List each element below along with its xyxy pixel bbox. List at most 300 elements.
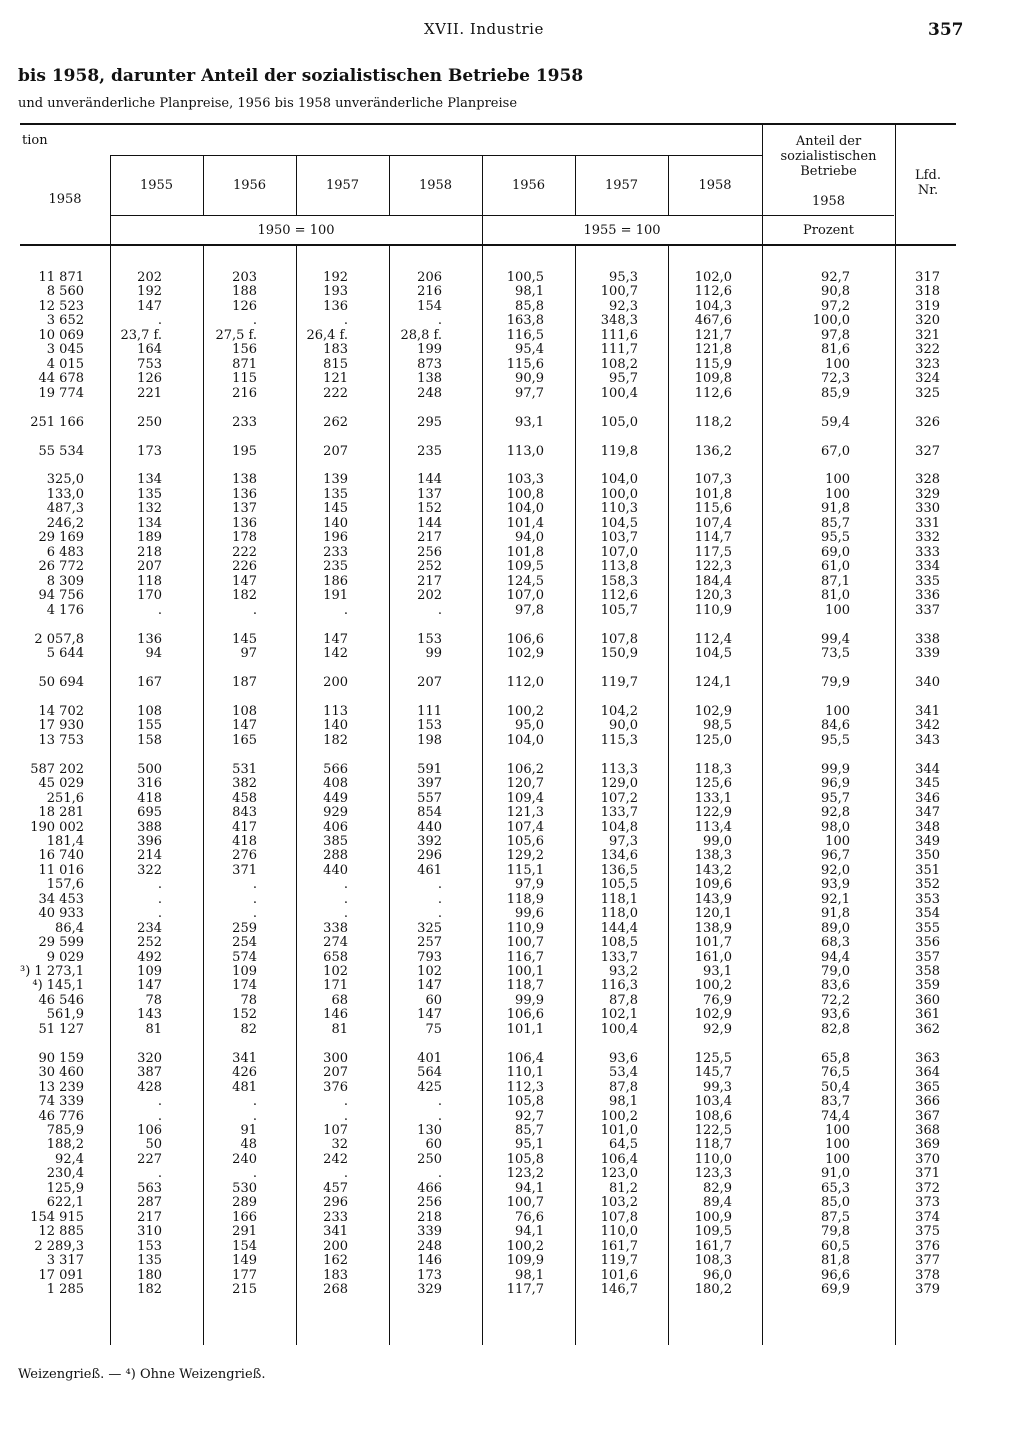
- cell-row-number: 331: [915, 515, 940, 531]
- cell-index-1956: 78: [240, 992, 257, 1008]
- cell-row-number: 352: [915, 877, 940, 893]
- cell-index-1958: 102: [417, 964, 442, 979]
- cell-index-1956: 531: [232, 761, 257, 777]
- cell-row-number: 346: [915, 790, 940, 806]
- cell-change-1956: 104,0: [506, 732, 544, 748]
- cell-index-1958: .: [437, 313, 442, 329]
- table-row: [0, 473, 1024, 487]
- cell-index-1957: 815: [323, 356, 348, 372]
- cell-index-1958: .: [437, 1166, 442, 1182]
- cell-change-1956: 117,7: [506, 1281, 544, 1297]
- cell-change-1956: 124,5: [506, 573, 544, 589]
- cell-change-1956: 107,0: [506, 588, 544, 604]
- cell-index-1957: 406: [323, 819, 348, 835]
- cell-change-1958: 98,5: [703, 718, 732, 734]
- cell-row-number: 354: [915, 906, 940, 922]
- cell-index-1958: .: [437, 891, 442, 907]
- cell-change-1958: 102,9: [694, 703, 732, 719]
- cell-change-1958: 145,7: [694, 1065, 732, 1081]
- cell-change-1957: 104,8: [600, 819, 638, 835]
- table-row: [0, 633, 1024, 647]
- cell-row-number: 371: [915, 1166, 940, 1182]
- table-row: [0, 285, 1024, 299]
- cell-index-1957: 658: [323, 949, 348, 965]
- cell-index-1955: 50: [145, 1137, 162, 1153]
- cell-index-1958: 99: [425, 645, 442, 661]
- cell-value-1958: 29 169: [38, 530, 84, 546]
- cell-value-1958: 561,9: [46, 1007, 84, 1023]
- cell-change-1957: 103,7: [600, 530, 638, 546]
- cell-value-1958: 5 644: [46, 645, 84, 661]
- cell-index-1958: 202: [417, 588, 442, 604]
- cell-index-1956: 126: [232, 298, 257, 314]
- cell-change-1956: 94,1: [515, 1224, 544, 1240]
- cell-index-1955: 155: [137, 718, 162, 734]
- cell-value-1958: 2 289,3: [34, 1238, 84, 1254]
- cell-index-1956: 843: [232, 805, 257, 820]
- cell-index-1958: 152: [417, 501, 442, 517]
- cell-change-1956: 101,4: [506, 515, 544, 531]
- cell-index-1956: .: [252, 602, 257, 618]
- cell-index-1957: 341: [323, 1224, 348, 1240]
- cell-index-1957: 385: [323, 833, 348, 849]
- cell-change-1956: 92,7: [515, 1108, 544, 1124]
- cell-change-1956: 123,2: [506, 1166, 544, 1182]
- cell-index-1955: 132: [137, 501, 162, 517]
- cell-row-number: 361: [915, 1007, 940, 1023]
- cell-change-1957: 105,5: [600, 877, 638, 893]
- cell-change-1958: 110,9: [694, 602, 732, 618]
- table-row: [0, 777, 1024, 791]
- cell-index-1957: .: [343, 602, 348, 618]
- table-row: [0, 878, 1024, 892]
- cell-value-1958: 16 740: [38, 848, 84, 864]
- cell-index-1956: 458: [232, 790, 257, 806]
- cell-socialist-share: 92,7: [821, 270, 850, 285]
- cell-change-1958: 133,1: [694, 790, 732, 806]
- cell-index-1958: 154: [417, 298, 442, 314]
- cell-index-1955: .: [157, 1108, 162, 1124]
- cell-index-1958: .: [437, 877, 442, 893]
- cell-row-number: 325: [915, 385, 940, 401]
- cell-index-1955: 287: [137, 1195, 162, 1211]
- cell-index-1958: 256: [417, 1195, 442, 1211]
- cell-index-1955: 250: [137, 414, 162, 430]
- table-row: [0, 502, 1024, 516]
- cell-row-number: 334: [915, 559, 940, 575]
- cell-index-1957: 408: [323, 776, 348, 792]
- cell-index-1958: 153: [417, 631, 442, 647]
- cell-change-1958: 125,0: [694, 732, 732, 748]
- cell-change-1956: 115,1: [506, 862, 544, 878]
- table-row: [0, 1211, 1024, 1225]
- cell-change-1956: 98,1: [515, 1267, 544, 1283]
- cell-socialist-share: 92,0: [821, 862, 850, 878]
- table-row: [0, 1283, 1024, 1297]
- cell-change-1957: 93,6: [609, 1050, 638, 1066]
- cell-socialist-share: 97,8: [821, 327, 850, 343]
- cell-change-1958: 143,9: [694, 891, 732, 907]
- cell-index-1957: 68: [331, 992, 348, 1008]
- cell-index-1958: .: [437, 906, 442, 922]
- cell-index-1955: 192: [137, 284, 162, 300]
- cell-socialist-share: 96,9: [821, 776, 850, 792]
- cell-index-1955: 563: [137, 1180, 162, 1196]
- cell-value-1958: 34 453: [38, 891, 84, 907]
- table-row: [0, 589, 1024, 603]
- cell-change-1956: 100,2: [506, 703, 544, 719]
- cell-index-1957: 142: [323, 645, 348, 661]
- cell-index-1956: 149: [232, 1253, 257, 1268]
- cell-socialist-share: 100: [825, 1151, 850, 1167]
- cell-row-number: 351: [915, 862, 940, 878]
- cell-index-1957: .: [343, 891, 348, 907]
- cell-change-1957: 53,4: [609, 1065, 638, 1081]
- cell-value-1958: 4 176: [46, 602, 84, 618]
- cell-change-1957: 98,1: [609, 1094, 638, 1110]
- cell-index-1956: 115: [232, 371, 257, 387]
- table-row: [0, 806, 1024, 820]
- cell-index-1955: 153: [137, 1238, 162, 1254]
- cell-value-1958: 26 772: [38, 559, 84, 575]
- cell-change-1958: 124,1: [694, 674, 732, 690]
- cell-index-1956: 382: [232, 776, 257, 792]
- chapter-header: XVII. Industrie: [424, 20, 544, 38]
- cell-index-1957: 566: [323, 761, 348, 777]
- cell-change-1957: 100,7: [600, 284, 638, 300]
- cell-change-1956: 76,6: [515, 1209, 544, 1225]
- cell-index-1958: 248: [417, 1238, 442, 1254]
- cell-index-1958: 397: [417, 776, 442, 792]
- cell-value-1958: 19 774: [38, 385, 84, 401]
- cell-change-1956: 103,3: [506, 472, 544, 488]
- cell-value-1958: 11 016: [38, 862, 84, 878]
- cell-change-1957: 106,4: [600, 1151, 638, 1167]
- table-row: [0, 358, 1024, 372]
- cell-index-1958: .: [437, 602, 442, 618]
- cell-change-1956: 112,0: [506, 674, 544, 690]
- cell-change-1957: 118,0: [600, 906, 638, 922]
- cell-row-number: 368: [915, 1123, 940, 1138]
- table-row: [0, 1196, 1024, 1210]
- cell-row-number: 343: [915, 732, 940, 748]
- cell-socialist-share: 95,5: [821, 732, 850, 748]
- cell-change-1957: 134,6: [600, 848, 638, 864]
- cell-change-1956: 109,4: [506, 790, 544, 806]
- cell-change-1957: 161,7: [600, 1238, 638, 1254]
- cell-change-1958: 104,5: [694, 645, 732, 661]
- header-share-line1: Anteil der: [795, 134, 862, 149]
- table-title: bis 1958, darunter Anteil der sozialistischen Betriebe 1958: [18, 66, 584, 86]
- cell-change-1956: 100,7: [506, 1195, 544, 1211]
- cell-change-1956: 97,9: [515, 877, 544, 893]
- cell-index-1955: 118: [137, 573, 162, 589]
- cell-value-1958: 3 045: [46, 342, 84, 358]
- cell-row-number: 318: [915, 284, 940, 300]
- cell-index-1956: 240: [232, 1151, 257, 1167]
- table-row: [0, 343, 1024, 357]
- cell-change-1957: 111,7: [600, 342, 638, 358]
- cell-change-1956: 107,4: [506, 819, 544, 835]
- cell-change-1957: 112,6: [600, 588, 638, 604]
- cell-index-1956: 276: [232, 848, 257, 864]
- cell-index-1955: 170: [137, 588, 162, 604]
- cell-change-1957: 129,0: [600, 776, 638, 792]
- cell-index-1955: 418: [137, 790, 162, 806]
- table-row: [0, 705, 1024, 719]
- cell-socialist-share: 76,5: [821, 1065, 850, 1081]
- cell-index-1955: 126: [137, 371, 162, 387]
- cell-index-1958: 138: [417, 371, 442, 387]
- cell-socialist-share: 96,7: [821, 848, 850, 864]
- cell-row-number: 330: [915, 501, 940, 517]
- cell-change-1957: 95,3: [609, 270, 638, 285]
- cell-row-number: 350: [915, 848, 940, 864]
- cell-value-1958: 45 029: [38, 776, 84, 792]
- cell-value-1958: 50 694: [38, 674, 84, 690]
- cell-change-1957: 87,8: [609, 992, 638, 1008]
- table-row: [0, 517, 1024, 531]
- table-row: [0, 314, 1024, 328]
- cell-row-number: 363: [915, 1050, 940, 1066]
- cell-socialist-share: 85,0: [821, 1195, 850, 1211]
- cell-index-1958: 60: [425, 1137, 442, 1153]
- table-subtitle: und unveränderliche Planpreise, 1956 bis 1958 unveränderliche Planpreise: [18, 96, 518, 111]
- cell-index-1956: 259: [232, 920, 257, 936]
- cell-index-1956: 108: [232, 703, 257, 719]
- cell-index-1955: 695: [137, 805, 162, 820]
- cell-index-1956: 291: [232, 1224, 257, 1240]
- cell-index-1957: 162: [323, 1253, 348, 1268]
- cell-change-1957: 110,3: [600, 501, 638, 517]
- cell-change-1958: 136,2: [694, 443, 732, 459]
- cell-index-1956: 27,5 f.: [215, 327, 257, 343]
- cell-index-1957: 192: [323, 270, 348, 285]
- cell-change-1957: 101,0: [600, 1123, 638, 1138]
- cell-row-number: 356: [915, 935, 940, 951]
- cell-index-1956: 136: [232, 515, 257, 531]
- cell-value-1958: 90 159: [38, 1050, 84, 1066]
- cell-index-1956: .: [252, 1094, 257, 1110]
- table-row: [0, 1095, 1024, 1109]
- cell-change-1957: 97,3: [609, 833, 638, 849]
- cell-index-1957: 300: [323, 1050, 348, 1066]
- cell-value-1958: 3 652: [46, 313, 84, 329]
- cell-index-1958: 146: [417, 1253, 442, 1268]
- cell-index-1957: 183: [323, 1267, 348, 1283]
- cell-index-1956: 481: [232, 1079, 257, 1095]
- cell-socialist-share: 74,4: [821, 1108, 850, 1124]
- table-row: [0, 300, 1024, 314]
- cell-index-1956: .: [252, 1108, 257, 1124]
- cell-index-1958: 248: [417, 385, 442, 401]
- cell-value-1958: 10 069: [38, 327, 84, 343]
- cell-value-1958: 6 483: [46, 544, 84, 560]
- table-row: [0, 1254, 1024, 1268]
- cell-change-1958: 118,2: [694, 414, 732, 430]
- cell-socialist-share: 72,2: [821, 992, 850, 1008]
- cell-change-1957: 133,7: [600, 949, 638, 965]
- cell-value-1958: 17 930: [38, 718, 84, 734]
- cell-change-1957: 93,2: [609, 964, 638, 979]
- cell-value-1958: 8 560: [46, 284, 84, 300]
- cell-index-1956: .: [252, 877, 257, 893]
- cell-change-1956: 95,0: [515, 718, 544, 734]
- table-row: [0, 849, 1024, 863]
- cell-index-1957: 200: [323, 1238, 348, 1254]
- cell-socialist-share: 100: [825, 472, 850, 488]
- cell-index-1958: 216: [417, 284, 442, 300]
- cell-change-1958: 117,5: [694, 544, 732, 560]
- cell-row-number: 329: [915, 486, 940, 502]
- cell-value-1958: 11 871: [38, 270, 84, 285]
- cell-value-1958: 46 776: [38, 1108, 84, 1124]
- cell-change-1958: 120,1: [694, 906, 732, 922]
- cell-socialist-share: 82,8: [821, 1021, 850, 1037]
- cell-change-1956: 95,1: [515, 1137, 544, 1153]
- cell-value-1958: 587 202: [30, 761, 84, 777]
- cell-change-1957: 105,0: [600, 414, 638, 430]
- cell-index-1958: 207: [417, 674, 442, 690]
- cell-value-1958: 17 091: [38, 1267, 84, 1283]
- cell-socialist-share: 69,9: [821, 1281, 850, 1297]
- cell-index-1956: 530: [232, 1180, 257, 1196]
- table-row: [0, 922, 1024, 936]
- cell-change-1957: 123,0: [600, 1166, 638, 1182]
- cell-change-1957: 144,4: [600, 920, 638, 936]
- cell-change-1956: 113,0: [506, 443, 544, 459]
- cell-index-1958: 392: [417, 833, 442, 849]
- table-row: [0, 1167, 1024, 1181]
- cell-socialist-share: 68,3: [821, 935, 850, 951]
- cell-change-1957: 87,8: [609, 1079, 638, 1095]
- cell-row-number: 348: [915, 819, 940, 835]
- cell-change-1957: 118,1: [600, 891, 638, 907]
- table-row: [0, 372, 1024, 386]
- cell-index-1957: .: [343, 1108, 348, 1124]
- cell-socialist-share: 93,9: [821, 877, 850, 893]
- cell-index-1956: 188: [232, 284, 257, 300]
- table-row: [0, 676, 1024, 690]
- cell-index-1956: 109: [232, 964, 257, 979]
- cell-index-1958: 147: [417, 1007, 442, 1023]
- cell-index-1958: 296: [417, 848, 442, 864]
- cell-row-number: 347: [915, 805, 940, 820]
- cell-row-number: 378: [915, 1267, 940, 1283]
- cell-index-1955: 316: [137, 776, 162, 792]
- cell-index-1957: 171: [323, 978, 348, 994]
- cell-change-1957: 107,0: [600, 544, 638, 560]
- cell-value-1958: 230,4: [46, 1166, 84, 1182]
- cell-row-number: 322: [915, 342, 940, 358]
- cell-value-1958: 13 753: [38, 732, 84, 748]
- cell-index-1956: 165: [232, 732, 257, 748]
- cell-index-1958: 199: [417, 342, 442, 358]
- cell-value-1958: 3 317: [46, 1253, 84, 1268]
- cell-row-number: 344: [915, 761, 940, 777]
- cell-value-1958: 125,9: [46, 1180, 84, 1196]
- cell-row-number: 333: [915, 544, 940, 560]
- cell-change-1957: 64,5: [609, 1137, 638, 1153]
- cell-change-1958: 92,9: [703, 1021, 732, 1037]
- cell-value-1958: 18 281: [38, 805, 84, 820]
- cell-row-number: 365: [915, 1079, 940, 1095]
- page-number: 357: [928, 20, 964, 40]
- cell-index-1958: 461: [417, 862, 442, 878]
- cell-change-1958: 108,6: [694, 1108, 732, 1124]
- cell-index-1955: 134: [137, 472, 162, 488]
- cell-index-1958: 218: [417, 1209, 442, 1225]
- cell-change-1956: 116,5: [506, 327, 544, 343]
- cell-change-1956: 118,9: [506, 891, 544, 907]
- cell-index-1956: 233: [232, 414, 257, 430]
- cell-change-1957: 110,0: [600, 1224, 638, 1240]
- header-change-1958: 1958: [698, 178, 732, 193]
- cell-change-1956: 100,8: [506, 486, 544, 502]
- cell-socialist-share: 100,0: [812, 313, 850, 329]
- header-change-1957: 1957: [604, 178, 639, 193]
- cell-index-1957: 268: [323, 1281, 348, 1297]
- cell-index-1958: 75: [425, 1021, 442, 1037]
- header-nr: Nr.: [917, 183, 939, 198]
- cell-index-1955: 147: [137, 298, 162, 314]
- cell-change-1957: 104,5: [600, 515, 638, 531]
- table-row: [0, 1066, 1024, 1080]
- cell-index-1957: 288: [323, 848, 348, 864]
- table-row: [0, 1008, 1024, 1022]
- cell-change-1958: 143,2: [694, 862, 732, 878]
- cell-change-1958: 108,3: [694, 1253, 732, 1268]
- cell-change-1956: 121,3: [506, 805, 544, 820]
- cell-socialist-share: 67,0: [821, 443, 850, 459]
- table-row: [0, 1138, 1024, 1152]
- cell-change-1958: 107,4: [694, 515, 732, 531]
- cell-change-1957: 107,8: [600, 631, 638, 647]
- cell-change-1957: 348,3: [600, 313, 638, 329]
- cell-index-1957: 457: [323, 1180, 348, 1196]
- cell-value-1958: 188,2: [46, 1137, 84, 1153]
- cell-change-1956: 120,7: [506, 776, 544, 792]
- cell-index-1957: 140: [323, 718, 348, 734]
- cell-index-1956: .: [252, 891, 257, 907]
- cell-change-1958: 104,3: [694, 298, 732, 314]
- cell-index-1955: 147: [137, 978, 162, 994]
- cell-index-1956: 137: [232, 501, 257, 517]
- cell-value-1958: 181,4: [46, 833, 84, 849]
- cell-change-1956: 109,9: [506, 1253, 544, 1268]
- cell-index-1956: 187: [232, 674, 257, 690]
- header-share-line3: Betriebe: [800, 164, 857, 179]
- table-row: [0, 1081, 1024, 1095]
- cell-row-number: 338: [915, 631, 940, 647]
- cell-index-1955: .: [157, 877, 162, 893]
- cell-change-1956: 98,1: [515, 284, 544, 300]
- cell-index-1955: 387: [137, 1065, 162, 1081]
- cell-change-1957: 100,2: [600, 1108, 638, 1124]
- header-share-year: 1958: [811, 194, 846, 209]
- cell-value-1958: 2 057,8: [34, 631, 84, 647]
- cell-value-1958: 190 002: [30, 819, 84, 835]
- cell-index-1957: 182: [323, 732, 348, 748]
- cell-change-1956: 105,8: [506, 1151, 544, 1167]
- cell-index-1957: 296: [323, 1195, 348, 1211]
- cell-change-1957: 108,5: [600, 935, 638, 951]
- table-row: [0, 488, 1024, 502]
- cell-change-1958: 122,5: [694, 1123, 732, 1138]
- cell-index-1957: 929: [323, 805, 348, 820]
- cell-row-number: 324: [915, 371, 940, 387]
- cell-index-1956: 215: [232, 1281, 257, 1297]
